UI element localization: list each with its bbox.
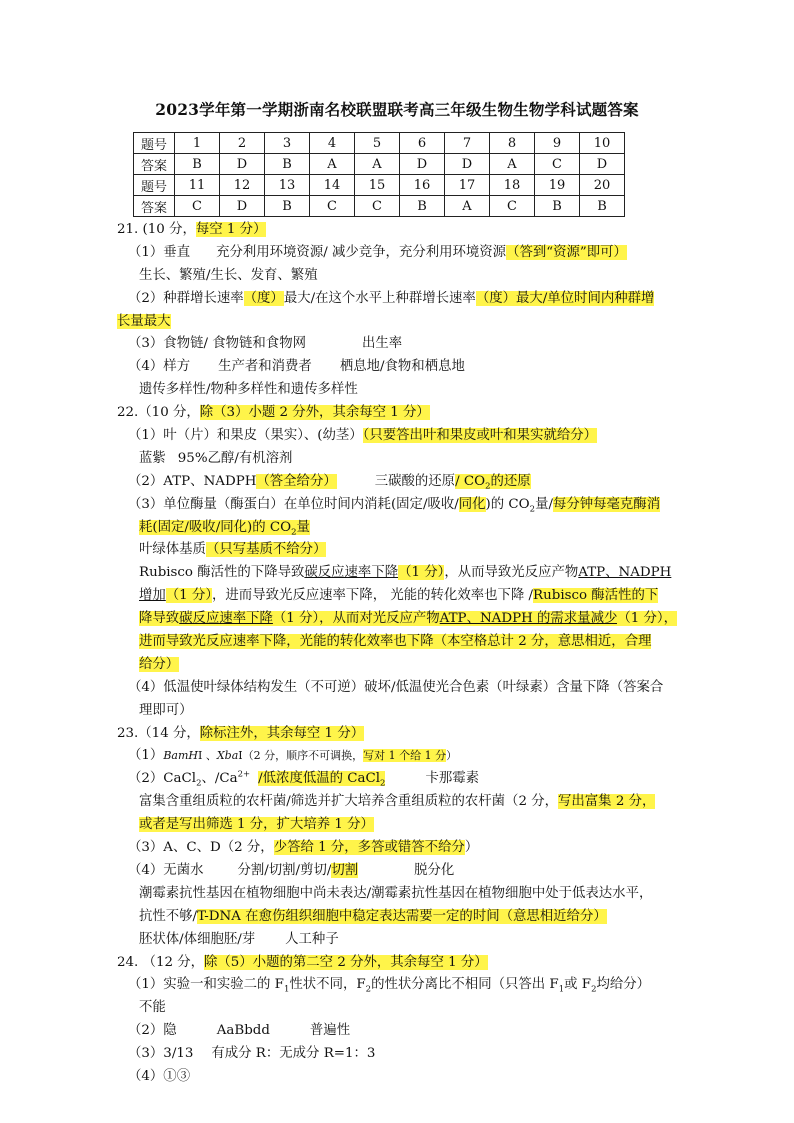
answer-table-cell: B [175,154,220,175]
q24-ans-4b: 有成分 R：无成分 R=1：3 [211,1046,376,1062]
q22-line-1 [117,425,682,448]
q23-line-3 [117,791,682,814]
q22-line-8 [117,585,682,608]
q24-line-3 [117,1020,682,1043]
q24-ans-3a: （2）隐 [128,1023,177,1039]
answer-table-cell: C [355,196,400,217]
answer-table-cell: A [355,154,400,175]
q24-ans-3c: 普遍性 [309,1023,351,1039]
q21-line-6 [117,356,682,379]
q24-header [117,952,682,975]
q24-ans-2: 不能 [139,1000,166,1016]
answer-table-cell: 16 [400,175,445,196]
q22-note-3b-text: / CO [455,473,486,489]
q23-line-9 [117,929,682,952]
q23-ans-1c: Ⅰ 、 [197,749,217,763]
q22-note-5-sub: 2 [291,527,297,538]
q22-note-1: （只要答出叶和果皮或叶和果实就给分） [362,428,598,444]
q23-enzyme-1: BamH [163,749,198,763]
q24-ans-1d: 或 F [564,977,592,993]
answer-table-cell: B [265,154,310,175]
q22-note-3: （答全给分） [256,473,337,489]
q21-ans-5b: 出生率 [361,336,403,352]
answer-table-cell: 12 [220,175,265,196]
q22-ans-13: 理即可） [139,702,193,718]
answer-table-cell: 6 [400,133,445,154]
q22-note-4b: 每分钟每毫克酶消 [552,496,661,512]
q22-note-5-text: 耗(固定/吸收/同化)的 CO [139,519,292,535]
q24-line-5 [117,1066,682,1089]
q22-ans-12: （4）低温使叶绿体结构发生（不可逆）破坏/低温使光合色素（叶绿素）含量下降（答案合 [128,679,664,695]
q22-line-3 [117,471,682,494]
q21-header [117,219,682,242]
q23-line-8 [117,906,682,929]
q23-note-5: 少答给 1 分，多答或错答不给分 [273,840,465,856]
q22-header [117,402,682,425]
q23-ans-8a: 抗性不够/ [139,908,198,924]
q23-line-2 [117,768,682,791]
q22-ans-7a: Rubisco 酶活性的下降导致 [139,565,305,581]
q23-header [117,723,682,746]
answer-table-cell: 18 [490,175,535,196]
answer-table-cell: C [490,196,535,217]
answer-table-cell: D [445,154,490,175]
q22-note-8a: （1 分） [165,588,213,604]
q24-ans-4a: （3）3/13 [128,1046,194,1062]
q23-line-6 [117,860,682,883]
q21-note-1: （答到“资源”即可） [506,244,627,260]
q22-line-13 [117,700,682,723]
q22-line-9 [117,608,682,631]
q23-ans-6b: 分割/切割/剪切/ [237,862,332,878]
answer-table-cell: 7 [445,133,490,154]
answer-table-cell: B [580,196,625,217]
answer-table-cell: D [400,154,445,175]
answer-table-cell: 10 [580,133,625,154]
q24-sub-2: 2 [365,985,372,996]
q23-ans-2-sup: 2+ [237,769,251,780]
q22-ans-3a: （2）ATP、NADPH [128,473,257,489]
q23-ans-9b: 人工种子 [285,931,339,947]
q24-sub-1: 1 [283,985,290,996]
q22-ans-4a: （3）单位酶量（酶蛋白）在单位时间内消耗(固定/吸收/ [128,496,459,512]
q22-score-note: 除（3）小题 2 分外，其余每空 1 分） [199,405,430,421]
answer-table-header-cell: 题号 [134,175,175,196]
q24-line-1 [117,974,682,997]
answer-table-row [134,133,625,154]
q22-note-7: （1 分） [398,565,445,581]
q22-score: 22.（10 分， [117,405,200,421]
q23-ans-3a: 富集含重组质粒的农杆菌/筛选并扩大培养含重组质粒的农杆菌（2 分， [139,794,559,810]
q23-ans-6a: （4）无菌水 [128,862,204,878]
q21-ans-1b: 充分利用环境资源/ 减少竞争，充分利用环境资源 [216,244,507,260]
answer-table-row [134,175,625,196]
q22-note-9c: （1 分）， [617,611,677,627]
answer-table-header-cell: 答案 [134,196,175,217]
q22-note-8b: Rubisco 酶活性的下 [533,588,659,604]
q22-ans-8u: 增加 [139,588,166,604]
answer-table-cell: C [310,196,355,217]
q22-line-2 [117,448,682,471]
q22-ans-7u2: ATP、NADPH [578,565,672,581]
q22-note-3b [455,473,531,492]
answer-table-cell: A [445,196,490,217]
answer-table-cell: B [400,196,445,217]
q23-ans-1f: ） [446,749,458,763]
q23-line-7 [117,883,682,906]
q22-line-11 [117,654,682,677]
q21-line-1 [117,242,682,265]
answer-table-cell: C [535,154,580,175]
q23-ans-2b: 、/Ca [201,771,238,787]
q23-note-4: 或者是写出筛选 1 分，扩大培养 1 分） [139,817,374,833]
q22-note-3b-sub: 2 [485,481,491,492]
answer-table-cell: B [265,196,310,217]
answer-table-cell: 20 [580,175,625,196]
page-title: 2023学年第一学期浙南名校联盟联考高三年级生物生物学科试题答案 [155,100,639,119]
q22-line-6 [117,539,682,562]
q23-ans-2-sub: 2 [196,779,202,790]
q22-line-4 [117,494,682,517]
q22-ans-4-sub: 2 [529,504,536,515]
answer-table-cell: B [535,196,580,217]
q23-ans-7: 潮霉素抗性基因在植物细胞中尚未表达/潮霉素抗性基因在植物细胞中处于低表达水平， [139,885,653,901]
q24-sub-4: 2 [591,985,597,996]
q23-note-1: 写对 1 个给 1 分 [363,749,447,763]
q22-ans-4b: )的 CO [485,496,530,512]
q22-note-5-tail: 量 [296,519,310,535]
q21-ans-2: 生长、繁殖/生长、发育、繁殖 [139,267,318,283]
q22-line-12 [117,677,682,700]
answer-table-header-cell: 题号 [134,133,175,154]
q22-ans-2a: 蓝紫 [139,450,166,466]
q22-note-6: （只写基质不给分） [205,542,327,558]
q22-ans-7u: 碳反应速率下降 [304,565,399,581]
q23-line-5 [117,837,682,860]
q23-ans-9a: 胚状体/体细胞胚/芽 [139,931,256,947]
q21-score-note: 每空 1 分） [195,222,267,237]
q22-note-10: 进而导致光反应速率下降，光能的转化效率也下降（本空格总计 2 分，意思相近，合理 [139,634,652,650]
q21-ans-1a: （1）垂直 [128,244,191,260]
q23-note-6: 切割 [331,862,359,878]
answer-table-cell: 2 [220,133,265,154]
q24-score: 24. （12 分， [117,954,205,970]
answer-table-cell: 5 [355,133,400,154]
answer-table-cell: C [175,196,220,217]
q21-note-3b: （度）最大/单位时间内种群增 [475,290,655,306]
q21-ans-3b: 最大/在这个水平上种群增长速率 [283,290,476,306]
q24-line-2 [117,997,682,1020]
q23-score-note: 除标注外，其余每空 1 分） [199,725,365,741]
q22-note-9b: （1 分），从而对光反应产物 [272,611,440,627]
q23-note-2-sub: 2 [380,779,386,790]
answer-table-cell: 4 [310,133,355,154]
q22-ans-7b: ，从而导致光反应产物 [444,565,579,581]
q23-ans-5b: ） [464,840,479,856]
q23-ans-6c: 脱分化 [414,862,455,878]
q21-line-4 [117,311,682,334]
q21-note-4: 长量最大 [117,313,171,329]
q23-note-2 [258,771,386,790]
q22-ans-8b: ，进而导致光反应速率下降， 光能的转化效率也下降 / [212,588,534,604]
answer-table-cell: D [220,154,265,175]
answer-table-cell: 8 [490,133,535,154]
answer-table-row [134,154,625,175]
answer-table-cell: 9 [535,133,580,154]
q23-note-2-text: /低浓度低温的 CaCl [258,771,381,787]
q21-ans-7: 遗传多样性/物种多样性和遗传多样性 [139,382,358,398]
q22-note-4a: 同化 [458,496,486,512]
q21-ans-5a: （3）食物链/ 食物链和食物网 [128,336,306,352]
answer-table-header-cell: 答案 [134,154,175,175]
answer-table-cell: A [310,154,355,175]
q24-ans-1e: 均给分） [596,977,651,993]
q23-ans-1a: （1） [128,748,164,764]
q22-ans-2b: 95%乙醇/有机溶剂 [177,450,293,466]
q24-ans-3b: AaBbdd [216,1023,270,1039]
q23-line-4 [117,814,682,837]
answer-table-cell: 13 [265,175,310,196]
q23-enzyme-2: Xba [216,749,239,763]
q24-ans-1c: 的性状分离比不相同（只答出 F [371,977,559,993]
q22-note-9u: 碳反应速率下降 [179,611,273,627]
q22-ans-3b: 三碳酸的还原 [374,473,456,489]
q21-ans-6a: （4）样方 [128,359,191,375]
q21-ans-6c: 栖息地/食物和栖息地 [339,359,465,375]
answer-table-cell: D [220,196,265,217]
answer-table-cell: A [490,154,535,175]
q24-ans-5: （4）①③ [128,1068,191,1084]
q23-line-1 [117,745,682,768]
answer-body [117,219,682,1089]
q24-ans-1a: （1）实验一和实验二的 F [128,977,284,993]
answer-table-cell: D [580,154,625,175]
q24-line-4 [117,1043,682,1066]
answer-table-cell: 15 [355,175,400,196]
q24-ans-1b: 性状不同，F [289,977,366,993]
q23-note-3: 写出富集 2 分， [558,794,656,810]
q21-line-3 [117,288,682,311]
answer-table-cell: 19 [535,175,580,196]
q21-line-2 [117,265,682,288]
q22-line-5 [117,517,682,540]
q23-note-8: T-DNA 在愈伤组织细胞中稳定表达需要一定的时间（意思相近给分） [197,908,607,924]
answer-table-cell: 3 [265,133,310,154]
answer-table-cell: 17 [445,175,490,196]
q22-ans-4c: 量/ [535,496,553,512]
q21-note-3a: （度） [243,290,284,306]
q22-ans-6: 叶绿体基质 [139,542,206,558]
answer-table-cell: 1 [175,133,220,154]
q23-score: 23.（14 分， [117,725,200,741]
q21-line-7 [117,379,682,402]
q23-ans-2c: 卡那霉素 [425,771,480,787]
q22-ans-1a: （1）叶（片）和果皮（果实）、(幼茎） [128,428,363,444]
q22-note-11: 给分） [139,656,180,672]
answer-table-cell: 14 [310,175,355,196]
q24-score-note: 除（5）小题的第二空 2 分外，其余每空 1 分） [204,954,488,970]
q21-ans-6b: 生产者和消费者 [218,359,312,375]
answer-table-row [134,196,625,217]
q22-note-5 [139,519,310,538]
q21-score: 21. (10 分， [117,222,196,237]
q22-note-3b-tail: 的还原 [490,473,531,489]
q23-ans-1e: Ⅰ（2 分，顺序不可调换， [238,749,364,763]
q21-line-5 [117,333,682,356]
q23-ans-2a: （2）CaCl [128,771,197,787]
q24-sub-3: 1 [558,985,565,996]
q21-ans-3a: （2）种群增长速率 [128,290,244,306]
q22-line-10 [117,631,682,654]
q22-note-9a: 降导致 [139,611,180,627]
q22-note-9u2: ATP、NADPH 的需求量减少 [439,611,618,627]
q22-line-7 [117,562,682,585]
answer-table-cell: 11 [175,175,220,196]
answer-table [133,132,625,217]
q23-ans-5a: （3）A、C、D（2 分， [128,840,274,856]
